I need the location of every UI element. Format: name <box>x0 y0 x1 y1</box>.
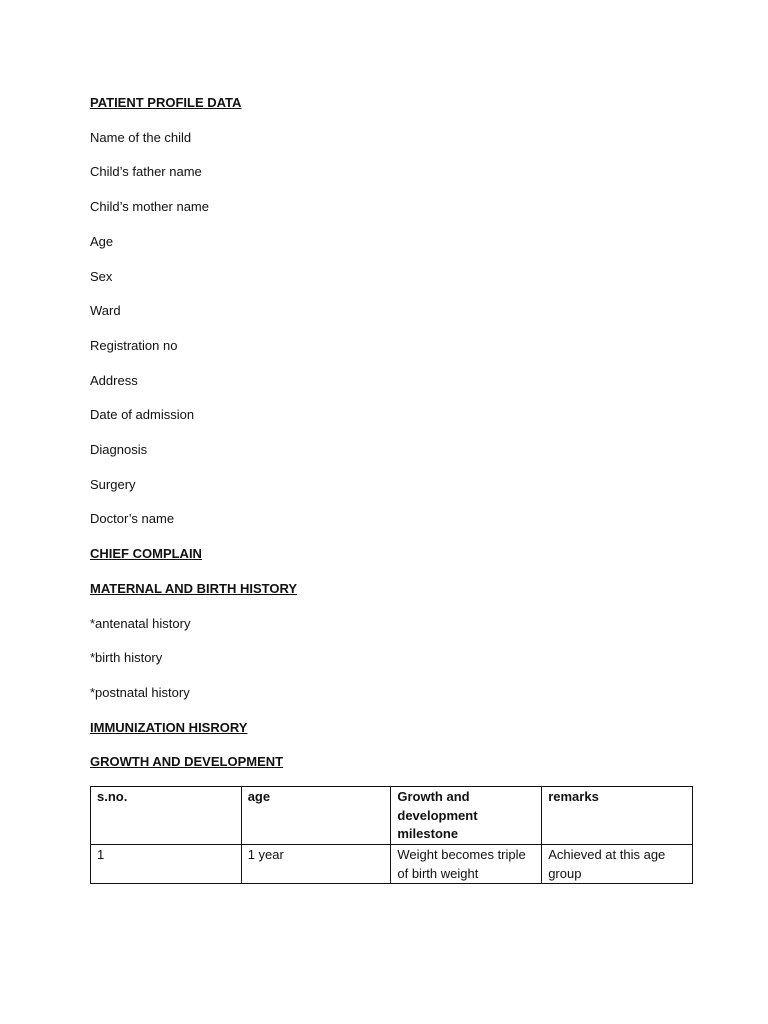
form-field-label: *postnatal history <box>90 684 190 700</box>
cell-age: 1 year <box>241 845 391 884</box>
form-field-label: *birth history <box>90 650 163 666</box>
form-field-label: Diagnosis <box>90 442 148 457</box>
cell-milestone: Weight becomes triple of birth weight <box>391 845 542 884</box>
form-field-label: Address <box>90 372 138 388</box>
section-heading: MATERNAL AND BIRTH HISTORY <box>90 580 298 596</box>
section-heading: GROWTH AND DEVELOPMENT <box>90 754 284 770</box>
form-field-label: Sex <box>90 268 113 284</box>
section-heading: CHIEF COMPLAIN <box>90 546 202 562</box>
form-field-label: Surgery <box>90 476 136 492</box>
header-milestone: Growth and development milestone <box>391 787 542 845</box>
section-heading: PATIENT PROFILE DATA <box>90 95 242 110</box>
form-field-label: Ward <box>90 303 121 319</box>
cell-sno: 1 <box>91 845 242 884</box>
table-header-row <box>91 787 693 845</box>
form-field-label: Age <box>90 233 114 249</box>
form-field-label: Registration no <box>90 337 178 353</box>
section-heading: IMMUNIZATION HISRORY <box>90 719 248 735</box>
form-field-label: Child’s mother name <box>90 199 209 215</box>
form-field-label: Child’s father name <box>90 164 202 180</box>
form-field-label: Date of admission <box>90 407 195 423</box>
header-sno: s.no. <box>91 787 242 845</box>
cell-remarks: Achieved at this age group <box>542 845 693 884</box>
form-field-label: *antenatal history <box>90 615 191 631</box>
growth-development-table <box>90 786 693 884</box>
table-row <box>91 845 693 884</box>
form-field-label: Doctor’s name <box>90 511 175 527</box>
header-age: age <box>241 787 391 845</box>
header-remarks: remarks <box>542 787 693 845</box>
form-field-label: Name of the child <box>90 129 192 145</box>
